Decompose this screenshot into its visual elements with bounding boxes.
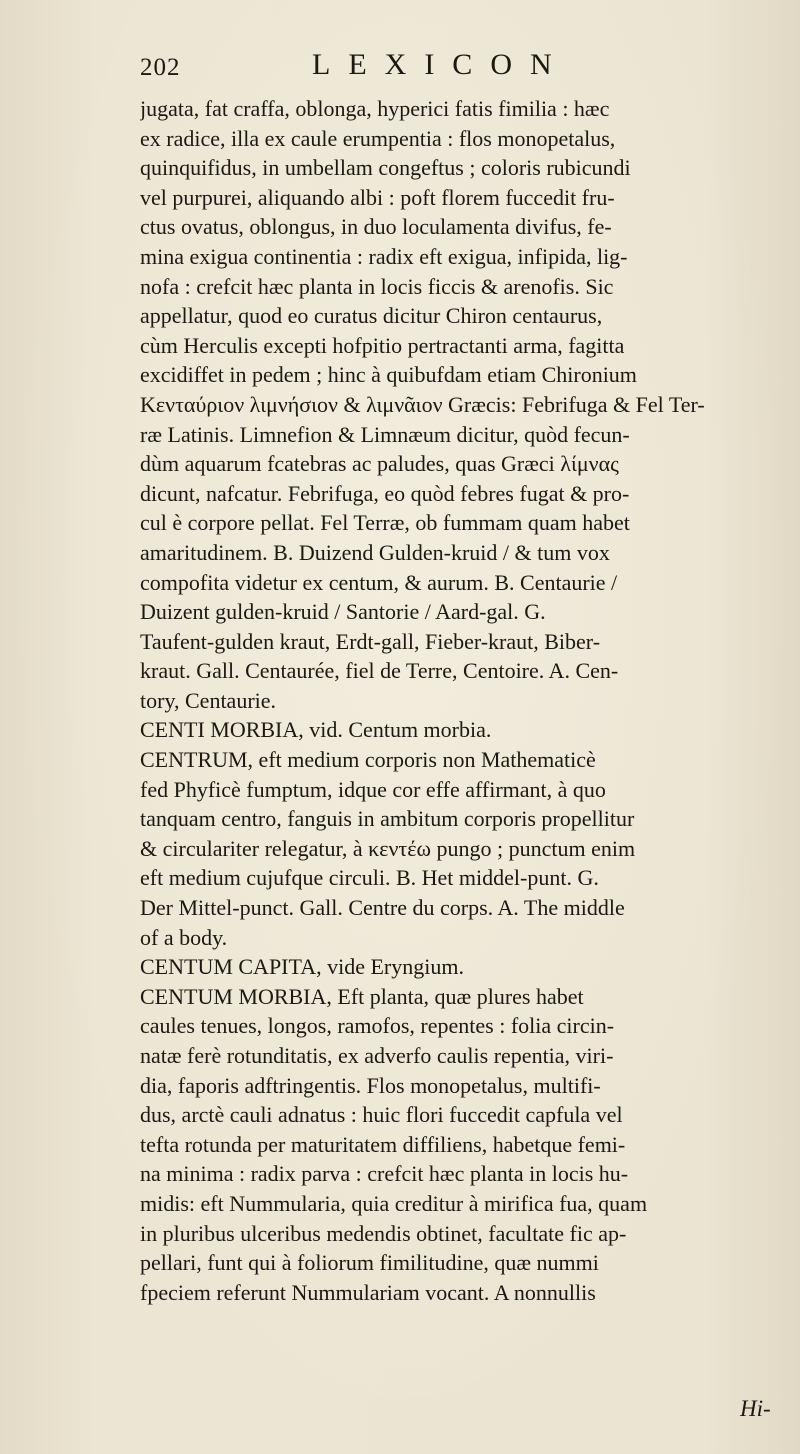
text-line: midis: eft Nummularia, quia creditur à mirifica fua, quam (140, 1190, 648, 1216)
text-line: tanquam centro, fanguis in ambitum corporis propellitur (140, 806, 635, 832)
text-line: pellari, funt qui à foliorum fimilitudine, quæ nummi (140, 1250, 599, 1276)
text-line: vel purpurei, aliquando albi : poft florem fuccedit fru- (140, 184, 615, 210)
text-line: mina exigua continentia : radix eft exigua, infipida, lig- (140, 243, 628, 269)
text-line: jugata, fat craffa, oblonga, hyperici fatis fimilia : hæc (140, 96, 610, 121)
text-line: tory, Centaurie. (140, 687, 277, 713)
text-line: dia, faporis adftringentis. Flos monopetalus, multifi- (140, 1072, 601, 1098)
running-title: LEXICON (312, 48, 570, 81)
text-line: Duizent gulden-kruid / Santorie / Aard-gal. G. (140, 599, 546, 625)
text-line: quinquifidus, in umbellam congeftus ; coloris rubicundi (140, 155, 631, 181)
text-line: Taufent-gulden kraut, Erdt-gall, Fieber-kraut, Biber- (140, 628, 601, 654)
text-line: fpeciem referunt Nummulariam vocant. A nonnullis (140, 1279, 596, 1305)
text-line: tefta rotunda per maturitatem diffiliens, habetque femi- (140, 1131, 626, 1157)
text-line: & circulariter relegatur, à κεντέω pungo ; punctum enim (140, 835, 636, 861)
text-line: cùm Herculis excepti hofpitio pertractanti arma, fagitta (140, 332, 625, 358)
text-line: in pluribus ulceribus medendis obtinet, facultate fic ap- (140, 1220, 627, 1246)
text-line: Κενταύριον λιμνήσιον & λιμνᾶιον Græcis: Febrifuga & Fel Ter- (140, 391, 705, 417)
entry-centum-capita: CENTUM CAPITA, vide Eryngium. (140, 954, 464, 980)
entry-centum-morbia: CENTUM MORBIA, Eft planta, quæ plures habet (140, 983, 584, 1009)
text-line: na minima : radix parva : crefcit hæc planta in locis hu- (140, 1161, 629, 1187)
text-line: compofita videtur ex centum, & aurum. B. Centaurie / (140, 569, 618, 595)
entry-centrum: CENTRUM, eft medium corporis non Mathematicè (140, 747, 596, 773)
text-line: Der Mittel-punct. Gall. Centre du corps. A. The middle (140, 895, 625, 921)
text-line: of a body. (140, 924, 228, 950)
entry-centi-morbia: CENTI MORBIA, vid. Centum morbia. (140, 717, 492, 743)
text-line: natæ ferè rotunditatis, ex adverfo caulis repentia, viri- (140, 1043, 614, 1068)
text-line: dicunt, nafcatur. Febrifuga, eo quòd febres fugat & pro- (140, 480, 630, 506)
body-text (140, 94, 782, 1307)
text-line: caules tenues, longos, ramofos, repentes : folia circin- (140, 1013, 615, 1039)
page-header (0, 48, 800, 88)
text-line: ræ Latinis. Limnefion & Limnæum dicitur, quòd fecun- (140, 421, 630, 447)
text-line: fed Phyficè fumptum, idque cor effe affirmant, à quo (140, 776, 606, 802)
catchword: Hi- (740, 1396, 771, 1421)
text-line: excidiffet in pedem ; hinc à quibufdam etiam Chironium (140, 362, 637, 388)
text-line: kraut. Gall. Centaurée, fiel de Terre, Centoire. A. Cen- (140, 658, 619, 684)
text-line: ctus ovatus, oblongus, in duo loculamenta divifus, fe- (140, 214, 612, 240)
page-number: 202 (140, 54, 181, 81)
text-line: amaritudinem. B. Duizend Gulden-kruid / & tum vox (140, 539, 610, 565)
text-line: nofa : crefcit hæc planta in locis ficcis & arenofis. Sic (140, 273, 614, 299)
text-line: ex radice, illa ex caule erumpentia : flos monopetalus, (140, 125, 616, 151)
text-line: dùm aquarum fcatebras ac paludes, quas Græci λίμνας (140, 451, 619, 477)
text-line: cul è corpore pellat. Fel Terræ, ob fummam quam habet (140, 510, 630, 536)
text-line: eft medium cujufque circuli. B. Het middel-punt. G. (140, 865, 599, 891)
text-line: dus, arctè cauli adnatus : huic flori fuccedit capfula vel (140, 1102, 623, 1128)
text-line: appellatur, quod eo curatus dicitur Chiron centaurus, (140, 303, 603, 329)
